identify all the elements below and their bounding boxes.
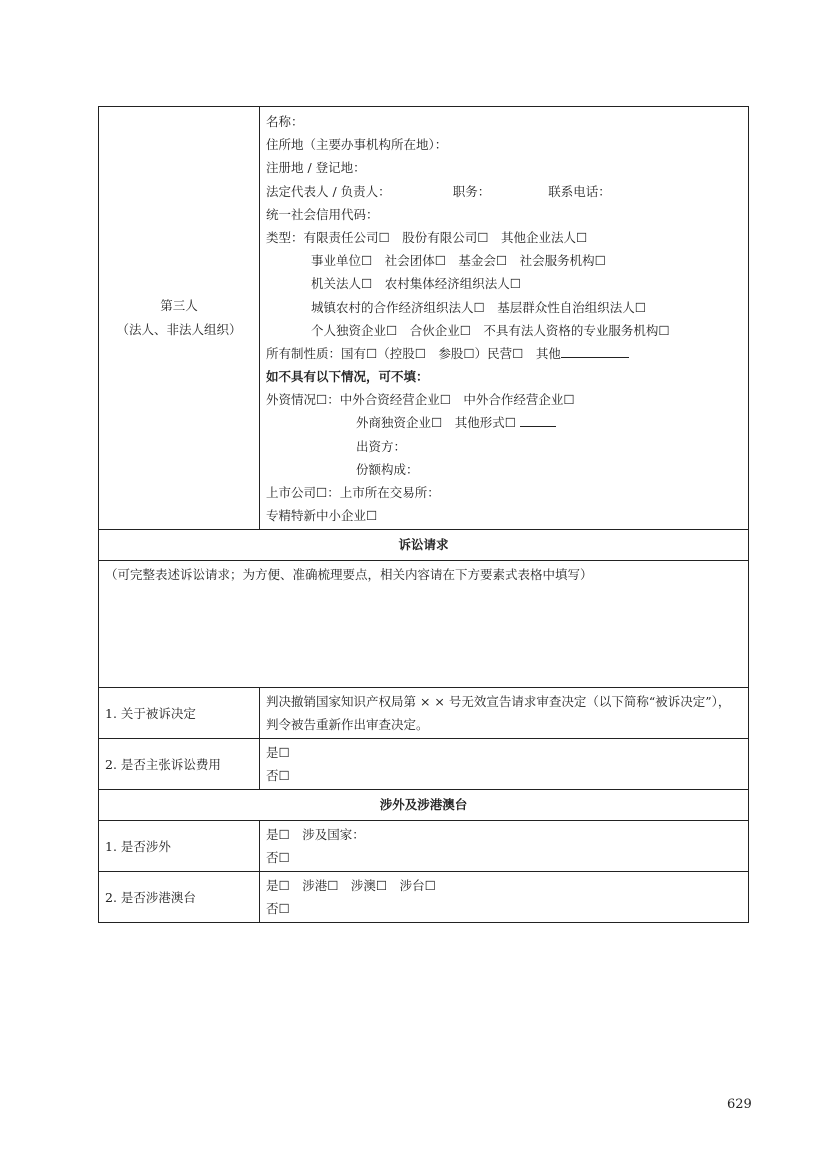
claims-title-row [99,530,749,561]
foreign-2-no[interactable]: 否☐ [266,901,290,917]
foreign-row-1 [99,821,749,872]
type-options-4[interactable]: 城镇农村的合作经济组织法人☐ 基层群众性自治组织法人☐ [311,299,646,315]
residence-field[interactable]: 住所地（主要办事机构所在地）： [266,137,448,153]
claim-row-1 [99,688,749,739]
foreign-1-options [260,821,749,872]
claim-2-label: 2. 是否主张诉讼费用 [99,739,260,790]
registered-field[interactable]: 注册地 / 登记地： [266,160,366,176]
claim-2-options [260,739,749,790]
foreign-2-yes[interactable]: 是☐ 涉港☐ 涉澳☐ 涉台☐ [266,878,436,894]
position-field[interactable]: 职务： [452,183,491,199]
ownership-options[interactable]: 所有制性质：国有☐（控股☐ 参股☐）民营☐ 其他 [266,345,561,361]
type-options-3[interactable]: 机关法人☐ 农村集体经济组织法人☐ [311,276,521,292]
foreign-1-no[interactable]: 否☐ [266,850,290,866]
page-number: 629 [727,1097,752,1112]
third-party-row [99,107,749,530]
foreign-1-label: 1. 是否涉外 [99,821,260,872]
foreign-1-yes[interactable]: 是☐ 涉及国家： [266,827,365,843]
type-prefix: 类型： [266,229,304,245]
type-options-1[interactable]: 有限责任公司☐ 股份有限公司☐ 其他企业法人☐ [303,229,588,245]
phone-field[interactable]: 联系电话： [548,183,611,199]
name-field[interactable]: 名称： [266,114,304,129]
claims-note[interactable]: （可完整表述诉讼请求；为方便、准确梳理要点，相关内容请在下方要素式表格中填写） [99,561,749,688]
claim-2-no[interactable]: 否☐ [266,768,290,784]
claims-section-title: 诉讼请求 [99,530,749,561]
third-party-label-cell [99,107,260,530]
other-form-blank[interactable] [520,413,556,427]
foreign-title-row [99,790,749,821]
third-party-sublabel: （法人、非法人组织） [116,322,242,338]
type-options-2[interactable]: 事业单位☐ 社会团体☐ 基金会☐ 社会服务机构☐ [311,253,606,269]
listed-company-field[interactable]: 上市公司☐：上市所在交易所： [266,485,440,500]
foreign-capital-line-2 [266,411,748,434]
legal-rep-line [266,180,748,203]
share-field[interactable]: 份额构成： [356,461,419,477]
foreign-capital-options-2[interactable]: 外商独资企业☐ 其他形式☐ [356,415,516,431]
claim-2-yes[interactable]: 是☐ [266,745,290,761]
foreign-capital-options-1[interactable]: 外资情况☐：中外合资经营企业☐ 中外合作经营企业☐ [266,392,575,408]
foreign-2-label: 2. 是否涉港澳台 [99,872,260,923]
sme-checkbox[interactable]: 专精特新中小企业☐ [266,508,378,524]
type-line-1 [266,226,748,249]
ownership-line [266,342,748,365]
foreign-section-title: 涉外及涉港澳台 [99,790,749,821]
claims-note-row [99,561,749,688]
foreign-2-options [260,872,749,923]
claim-row-2 [99,739,749,790]
legal-rep-field[interactable]: 法定代表人 / 负责人： [266,183,391,199]
claim-1-value[interactable]: 判决撤销国家知识产权局第 × × 号无效宣告请求审查决定（以下简称“被诉决定”），判令被告重新作出审查决定。 [260,688,749,739]
complaint-form-table [98,106,749,923]
third-party-info-cell [260,107,749,530]
ownership-other-blank[interactable] [561,344,629,358]
optional-note: 如不具有以下情况，可不填： [266,369,429,385]
type-options-5[interactable]: 个人独资企业☐ 合伙企业☐ 不具有法人资格的专业服务机构☐ [311,322,670,338]
investor-field[interactable]: 出资方： [356,438,407,454]
credit-code-field[interactable]: 统一社会信用代码： [266,206,379,222]
claim-1-label: 1. 关于被诉决定 [99,688,260,739]
third-party-label: 第三人 [160,298,198,314]
foreign-row-2 [99,872,749,923]
